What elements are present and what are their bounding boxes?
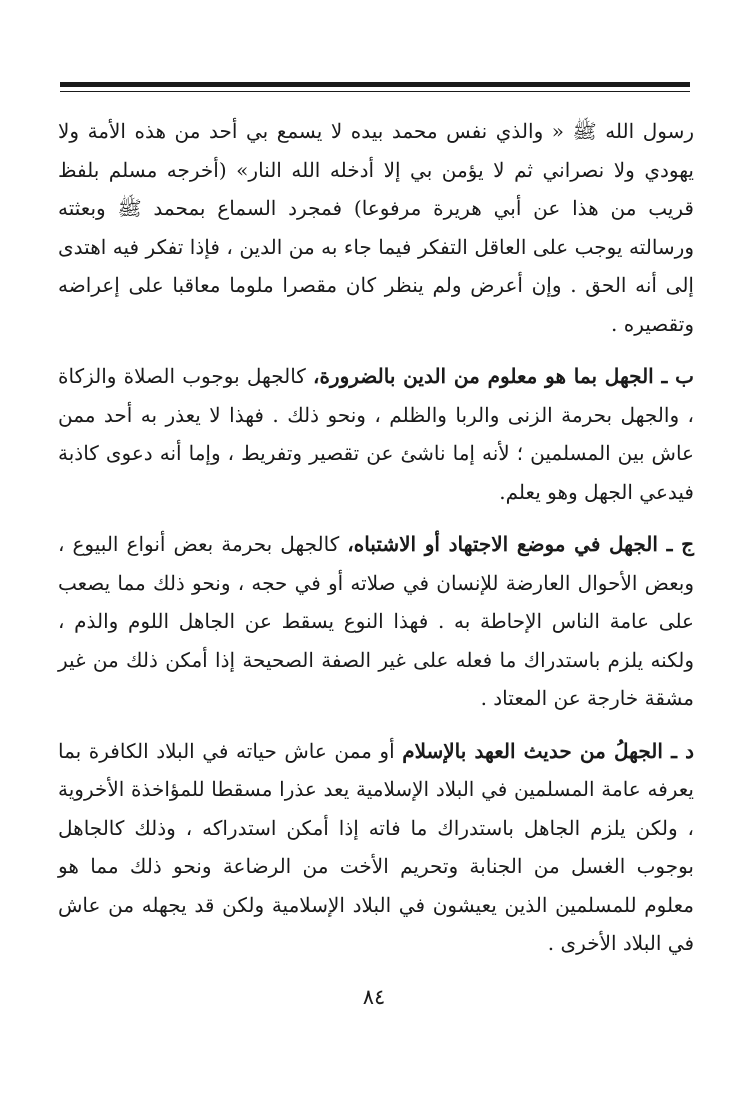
page-number: ٨٤ (362, 985, 386, 1009)
paragraph-lead: ج ـ الجهل في موضع الاجتهاد أو الاشتباه، (347, 532, 695, 556)
paragraph-text: كالجهل بوجوب الصلاة والزكاة ، والجهل بحرمة الزنى والربا والظلم ، ونحو ذلك . فهذا لا يعذر به أحد ممن عاش بين المسلمين ؛ لأنه إما ناشئ عن تقصير وتفريط ، وإما أنه دعوى كاذبة فيدعي الجهل وهو يعلم. (58, 364, 694, 504)
paragraph-d (58, 732, 694, 963)
header-rule-thin (60, 91, 690, 92)
paragraph-b (58, 357, 694, 511)
paragraph-text: أو ممن عاش حياته في البلاد الكافرة بما يعرفه عامة المسلمين في البلاد الإسلامية يعد عذرا مسقطا للمؤاخذة الأخروية ، ولكن يلزم الجاهل باستدراك ما فاته إذا أمكن استدراكه ، وذلك كالجاهل بوجوب الغسل من الجنابة وتحريم الأخت من الرضاعة ونحو ذلك مما هو معلوم للمسلمين الذين يعيشون في البلاد الإسلامية ولكن قد يجهله من عاش في البلاد الأخرى . (58, 738, 694, 955)
paragraph-lead: د ـ الجهلُ من حديث العهد بالإسلام (402, 738, 694, 763)
paragraph-text: كالجهل بحرمة بعض أنواع البيوع ، وبعض الأحوال العارضة للإنسان في صلاته أو في حجه ، ونحو ذلك مما يصعب على عامة الناس الإحاطة به . فهذا النوع يسقط عن الجاهل اللوم والذم ، ولكنه يلزم باستدراك ما فعله على غير الصفة الصحيحة إذا أمكن ذلك من غير مشقة خارجة عن المعتاد . (58, 532, 694, 710)
header-rule-thick (60, 82, 690, 87)
page-body (58, 112, 694, 963)
paragraph-intro (58, 112, 694, 343)
paragraph-lead: ب ـ الجهل بما هو معلوم من الدين بالضرورة، (313, 364, 694, 388)
paragraph-text: رسول الله ﷺ « والذي نفس محمد بيده لا يسمع بي أحد من هذه الأمة ولا يهودي ولا نصراني ثم لا يؤمن بي إلا أدخله الله النار» (أخرجه مسلم بلفظ قريب من هذا عن أبي هريرة مرفوعا) فمجرد السماع بمحمد ﷺ وبعثته ورسالته يوجب على العاقل التفكر فيما جاء به من الدين ، فإذا تفكر فيه اهتدى إلى أنه الحق . وإن أعرض ولم ينظر كان مقصرا ملوما معاقبا على إعراضه وتقصيره . (58, 119, 694, 336)
paragraph-c (58, 525, 694, 718)
